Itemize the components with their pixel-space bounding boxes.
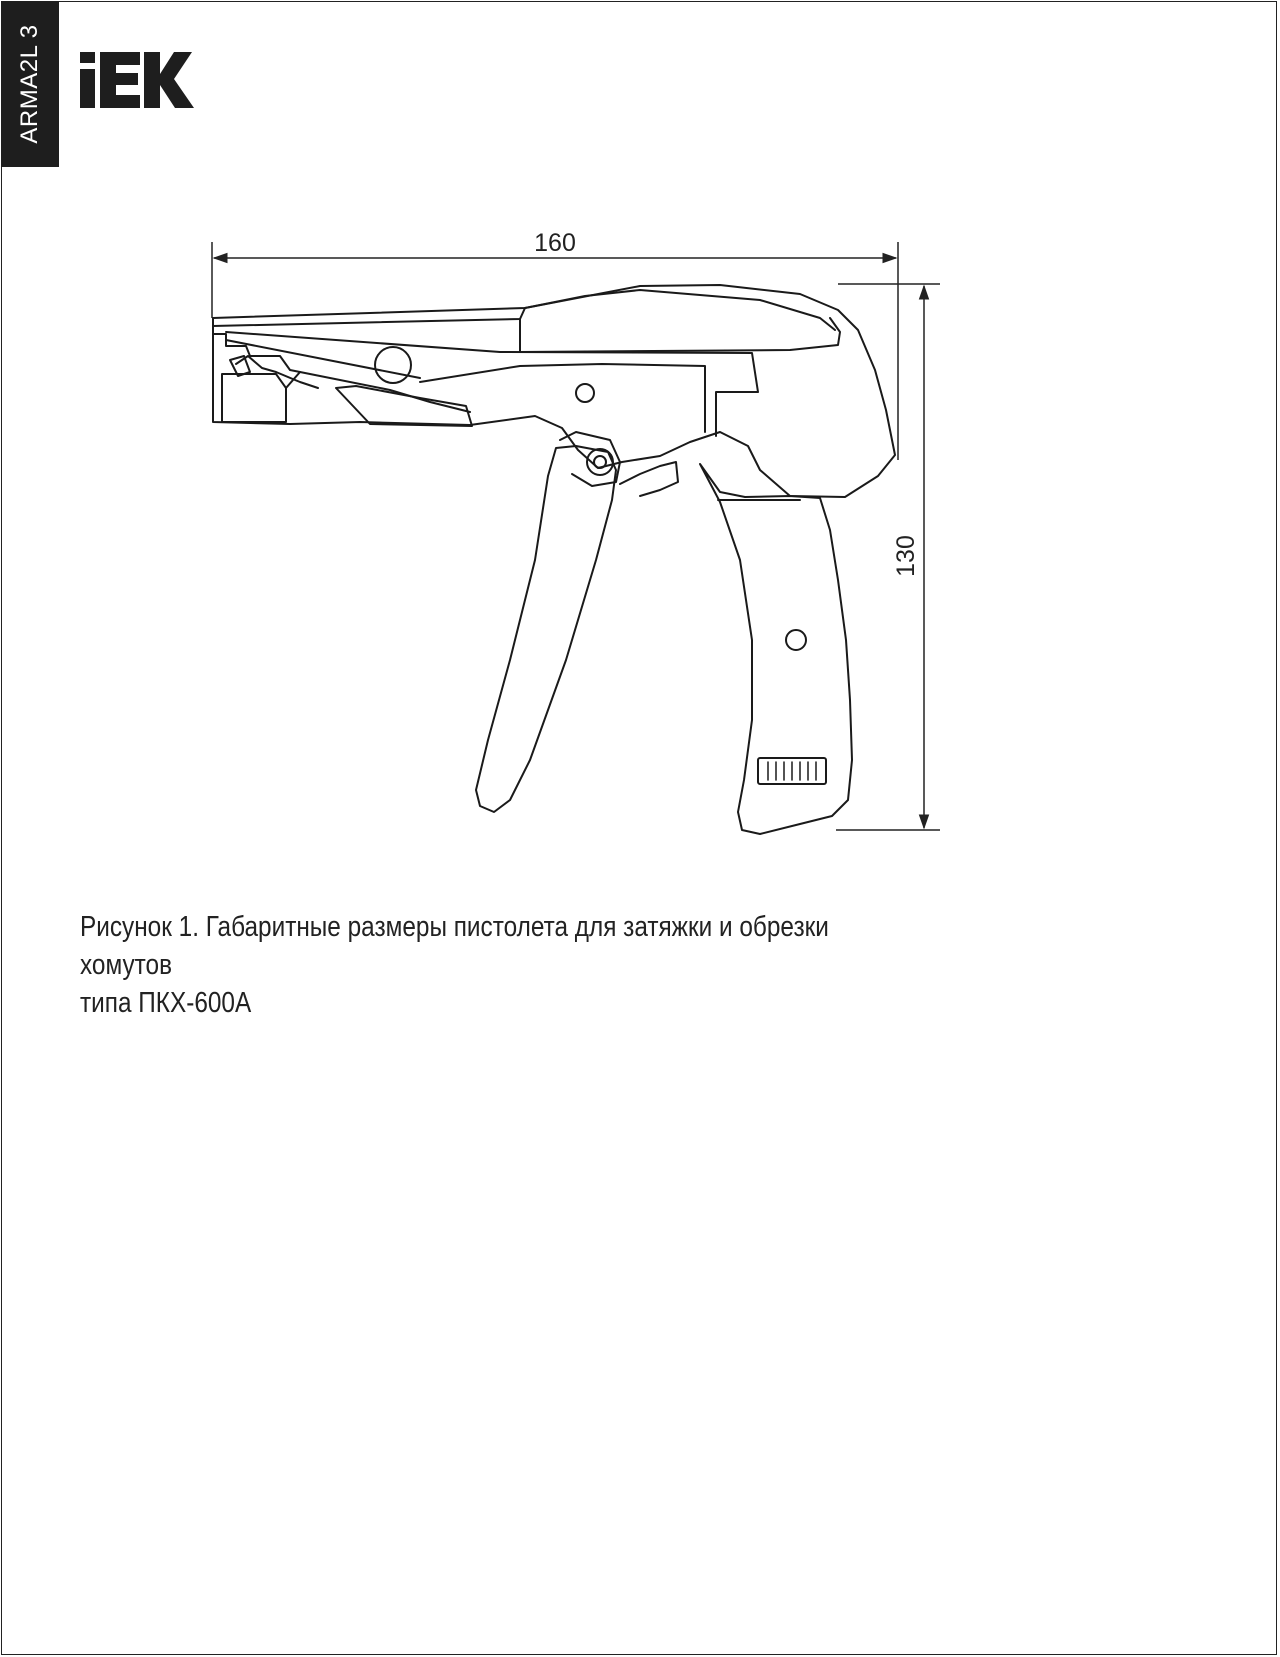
- tension-dial-ticks: [768, 762, 816, 780]
- caption-line-2: типа ПКХ-600А: [80, 987, 252, 1019]
- side-tab-label: ARMA2L 3: [16, 24, 43, 144]
- nose-block: [222, 374, 286, 422]
- handle-hole: [786, 630, 806, 650]
- trigger-gear: [620, 462, 678, 496]
- roller-wheel: [375, 347, 411, 383]
- trigger-lever: [476, 446, 616, 812]
- cutter-blade: [336, 386, 472, 426]
- pivot-hole-upper: [576, 384, 594, 402]
- dim-height-label: 130: [892, 535, 920, 577]
- top-cover: [520, 318, 840, 352]
- body-rail-upper: [226, 340, 420, 378]
- dim-width-label: 160: [534, 229, 576, 257]
- cable-tie-gun: [213, 285, 895, 834]
- caption-line-1: Рисунок 1. Габаритные размеры пистолета для затяжки и обрезки хомутов: [80, 911, 829, 981]
- top-cover-inner: [525, 290, 835, 330]
- figure-caption: [80, 908, 920, 1022]
- body-rail-lower: [420, 364, 705, 432]
- gun-body-outline: [213, 285, 895, 497]
- trigger-pivot-inner: [594, 456, 606, 468]
